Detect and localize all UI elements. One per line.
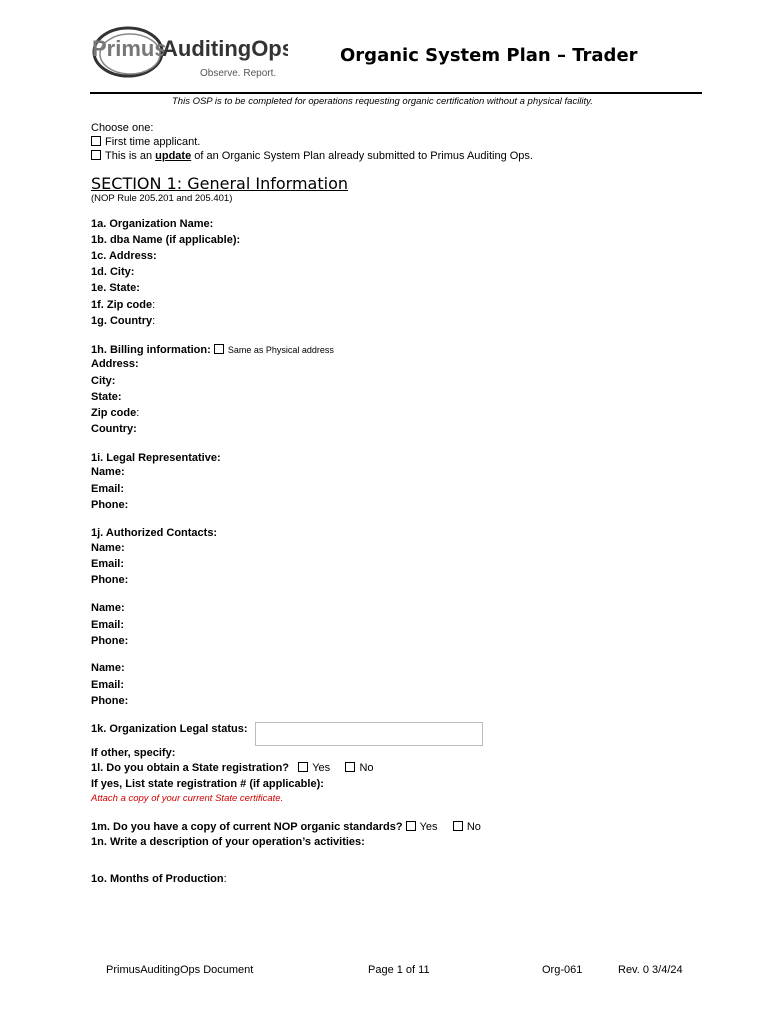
label-contact2-email: Email: [91, 619, 125, 631]
section-title: SECTION 1: General Information [91, 174, 348, 193]
label-rep-email: Email: [91, 483, 125, 495]
label-billing-address: Address: [91, 358, 139, 370]
label-contact2-phone: Phone: [91, 635, 129, 647]
label-contact1-email: Email: [91, 558, 125, 570]
footer-code: Org-061 [542, 964, 583, 976]
logo-tagline: Observe. Report. [200, 68, 277, 79]
label-contact3-phone: Phone: [91, 695, 129, 707]
label-1i: 1i. Legal Representative: [91, 452, 221, 464]
choose-heading: Choose one: [91, 122, 154, 134]
label-1g: 1g. Country: [91, 315, 156, 327]
label-rep-phone: Phone: [91, 499, 129, 511]
attach-note: Attach a copy of your current State certificate. [91, 793, 284, 804]
checkbox-icon[interactable] [214, 344, 224, 354]
legal-status-field[interactable] [255, 722, 483, 746]
label-1c: 1c. Address: [91, 250, 157, 262]
header-divider [90, 92, 702, 94]
checkbox-icon[interactable] [345, 762, 355, 772]
label-1j: 1j. Authorized Contacts: [91, 527, 218, 539]
footer-doc: PrimusAuditingOps Document [106, 964, 254, 976]
label-other: If other, specify: [91, 747, 176, 759]
choose-block [91, 121, 533, 163]
option-update[interactable]: This is an update of an Organic System Plan already submitted to Primus Auditing Ops. [91, 149, 533, 163]
label-contact3-email: Email: [91, 679, 125, 691]
option-first-time[interactable]: First time applicant. [91, 135, 533, 149]
footer-rev: Rev. 0 3/4/24 [618, 964, 683, 976]
checkbox-icon[interactable] [406, 821, 416, 831]
label-billing-state: State: [91, 391, 122, 403]
label-billing-country: Country: [91, 423, 137, 435]
intro-text: This OSP is to be completed for operations requesting organic certification without a physical facility. [172, 96, 593, 107]
page-title: Organic System Plan – Trader [340, 45, 638, 66]
logo-brand-b: AuditingOps [162, 36, 288, 61]
label-1f: 1f. Zip code: [91, 299, 156, 311]
label-billing-zip: Zip code: [91, 407, 140, 419]
label-contact3-name: Name: [91, 662, 125, 674]
checkbox-icon[interactable] [453, 821, 463, 831]
label-1n: 1n. Write a description of your operation’s activities: [91, 836, 365, 848]
label-1m: 1m. Do you have a copy of current NOP organic standards? Yes No [91, 821, 481, 833]
label-1o: 1o. Months of Production: [91, 873, 227, 885]
label-1e: 1e. State: [91, 282, 140, 294]
logo-brand-a: Primus [92, 36, 167, 61]
company-logo [88, 22, 288, 82]
label-1k: 1k. Organization Legal status: [91, 723, 248, 735]
label-1h: 1h. Billing information: Same as Physical address [91, 344, 334, 356]
footer-page: Page 1 of 11 [368, 964, 430, 976]
label-1l: 1l. Do you obtain a State registration? Yes No [91, 762, 374, 774]
label-1a: 1a. Organization Name: [91, 218, 214, 230]
label-1d: 1d. City: [91, 266, 135, 278]
checkbox-icon[interactable] [91, 150, 101, 160]
label-billing-city: City: [91, 375, 116, 387]
checkbox-icon[interactable] [91, 136, 101, 146]
label-contact1-phone: Phone: [91, 574, 129, 586]
label-contact2-name: Name: [91, 602, 125, 614]
checkbox-icon[interactable] [298, 762, 308, 772]
label-rep-name: Name: [91, 466, 125, 478]
label-list-reg: If yes, List state registration # (if applicable): [91, 778, 324, 790]
label-1b: 1b. dba Name (if applicable): [91, 234, 241, 246]
section-subtitle: (NOP Rule 205.201 and 205.401) [91, 193, 233, 204]
label-contact1-name: Name: [91, 542, 125, 554]
